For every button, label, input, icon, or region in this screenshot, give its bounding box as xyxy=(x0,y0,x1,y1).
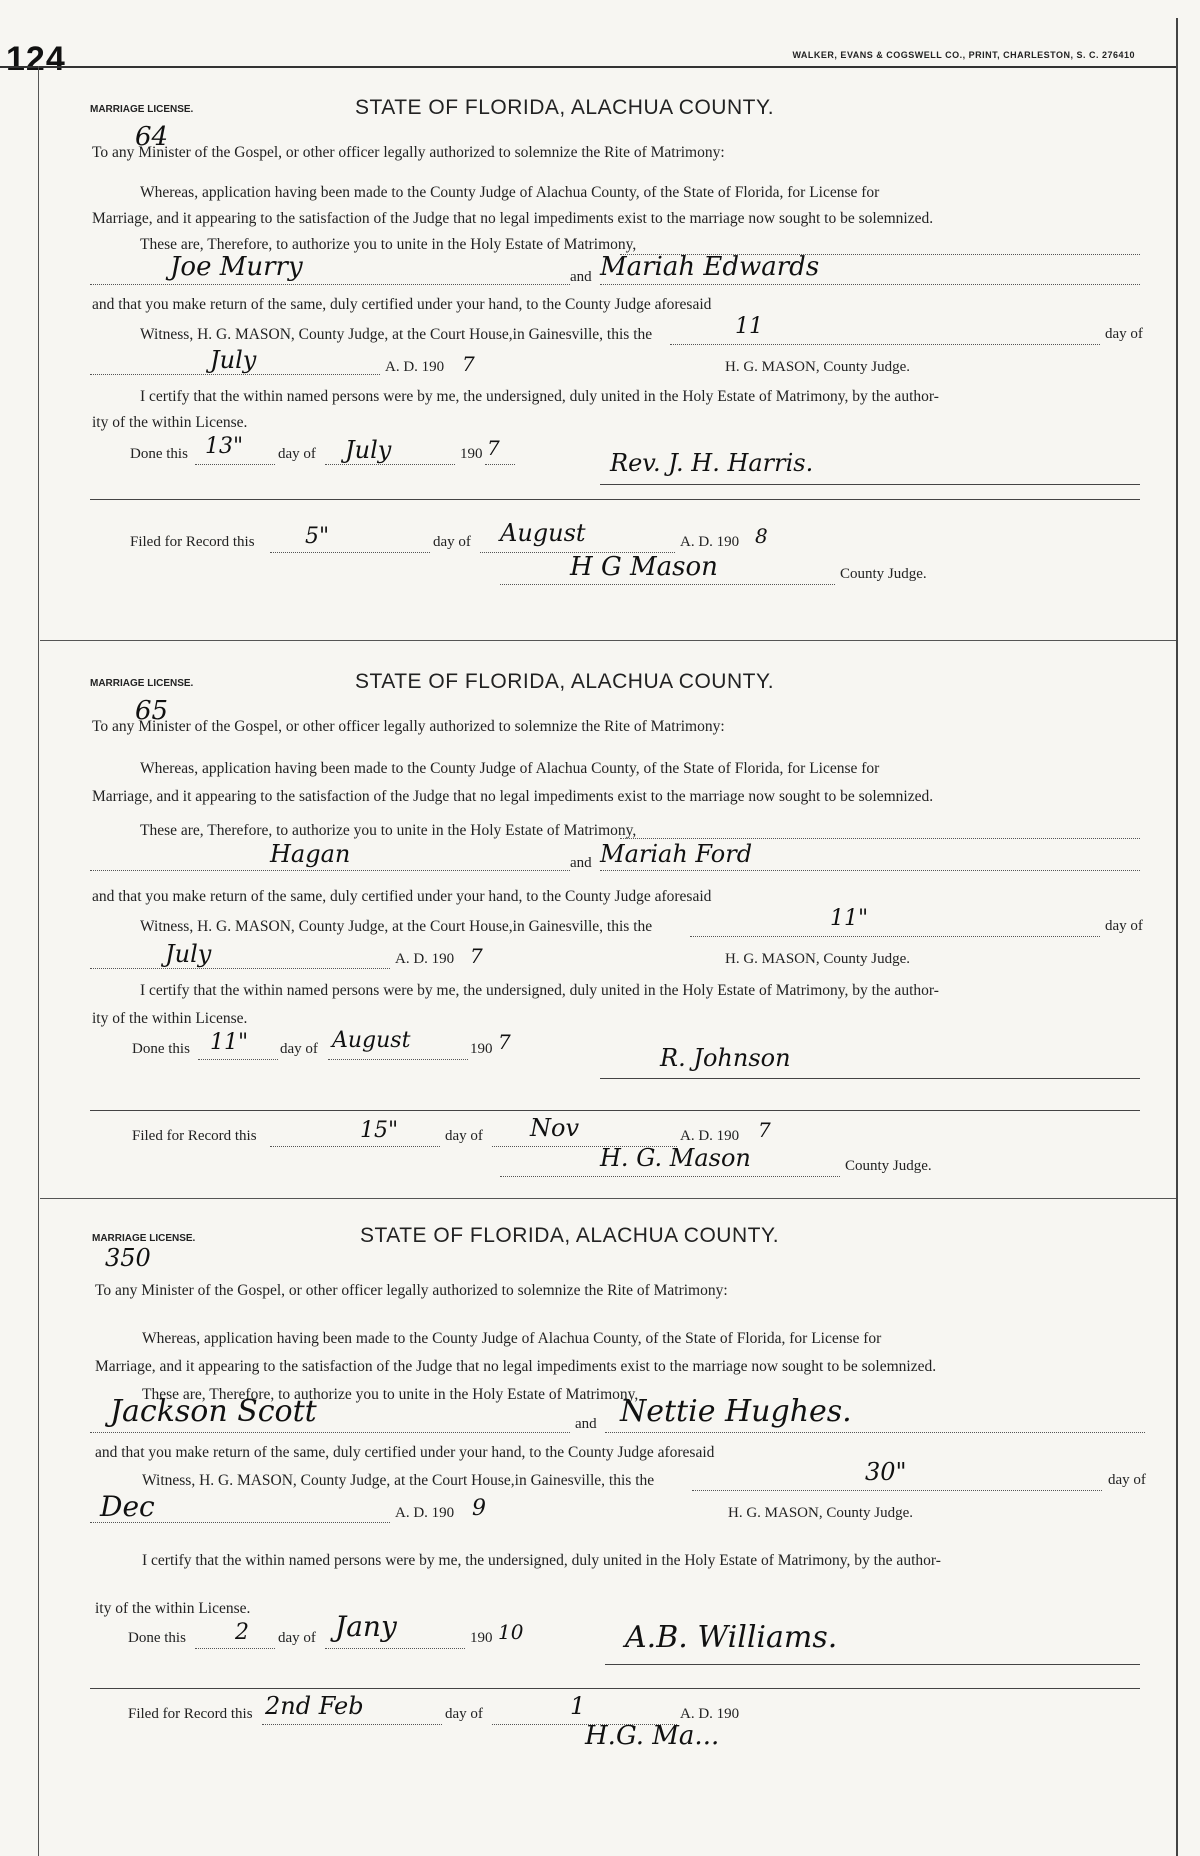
filed-year: 7 xyxy=(758,1118,771,1142)
filed-ad-label: A. D. 190 xyxy=(680,534,740,550)
witness-year: 9 xyxy=(472,1496,486,1521)
filed-signature: H G Mason xyxy=(570,552,718,582)
done-month: August xyxy=(332,1028,411,1053)
license-number: 64 xyxy=(135,122,169,152)
these-are-line: These are, Therefore, to authorize you to unite in the Holy Estate of Matrimony, xyxy=(142,1386,639,1403)
license-caption: MARRIAGE LICENSE. xyxy=(92,1233,196,1244)
address-line: To any Minister of the Gospel, or other officer legally authorized to solemnize the Rite of Matrimony: xyxy=(92,144,725,161)
done-month: Jany xyxy=(335,1610,397,1643)
printer-imprint: WALKER, EVANS & COGSWELL CO., PRINT, CHARLESTON, S. C. 276410 xyxy=(792,50,1135,60)
whereas-line-2: Marriage, and it appearing to the satisfaction of the Judge that no legal impediments exist to the marriage now sought to be solemnized. xyxy=(92,210,934,227)
and-label: and xyxy=(575,1416,597,1432)
license-record-3 xyxy=(40,1206,1176,1856)
filed-day: 5" xyxy=(305,524,330,549)
ad-label: A. D. 190 xyxy=(395,951,455,967)
filed-day-of-label: day of xyxy=(445,1128,483,1144)
witness-month: Dec xyxy=(100,1490,155,1523)
certify-line-2: ity of the within License. xyxy=(92,414,248,431)
bride-name: Mariah Ford xyxy=(600,840,753,868)
record-separator-1 xyxy=(40,640,1176,641)
done-day-of-label: day of xyxy=(278,446,316,462)
license-record-2 xyxy=(40,648,1176,1188)
filed-day-of-label: day of xyxy=(445,1706,483,1722)
filed-label: Filed for Record this xyxy=(130,534,255,550)
officiant-signature: R. Johnson xyxy=(660,1044,791,1072)
done-this-label: Done this xyxy=(132,1041,190,1057)
filed-day: 15" xyxy=(360,1118,399,1143)
day-of-label: day of xyxy=(1105,326,1143,342)
filed-day-of-label: day of xyxy=(433,534,471,550)
address-line: To any Minister of the Gospel, or other officer legally authorized to solemnize the Rite of Matrimony: xyxy=(92,718,725,735)
certify-line-1: I certify that the within named persons were by me, the undersigned, duly united in the Holy Estate of Matrimony, by the author- xyxy=(140,388,939,405)
done-year: 7 xyxy=(487,436,500,460)
license-heading: STATE OF FLORIDA, ALACHUA COUNTY. xyxy=(360,1224,780,1247)
witness-day: 11 xyxy=(735,314,763,339)
done-this-label: Done this xyxy=(130,446,188,462)
done-month: July xyxy=(345,436,392,464)
filed-ad-label: A. D. 190 xyxy=(680,1706,740,1722)
license-caption: MARRIAGE LICENSE. xyxy=(90,104,194,115)
done-year-prefix: 190 xyxy=(460,446,483,462)
license-heading: STATE OF FLORIDA, ALACHUA COUNTY. xyxy=(355,670,775,693)
and-label: and xyxy=(570,269,592,285)
these-are-line: These are, Therefore, to authorize you to unite in the Holy Estate of Matrimony, xyxy=(140,236,637,253)
judge-signature-line: H. G. MASON, County Judge. xyxy=(725,951,911,967)
groom-name: Joe Murry xyxy=(170,252,303,282)
officiant-signature: Rev. J. H. Harris. xyxy=(610,449,814,477)
witness-year: 7 xyxy=(462,352,475,376)
top-rule xyxy=(0,66,1176,68)
filed-day: 2nd Feb xyxy=(265,1692,364,1720)
witness-day: 30" xyxy=(865,1458,907,1486)
county-judge-label: County Judge. xyxy=(845,1158,932,1174)
page-number: 124 xyxy=(6,40,66,78)
ad-label: A. D. 190 xyxy=(385,359,445,375)
county-judge-label: County Judge. xyxy=(840,566,927,582)
filed-signature: H.G. Ma... xyxy=(585,1721,720,1751)
witness-line: Witness, H. G. MASON, County Judge, at the Court House,in Gainesville, this the xyxy=(142,1472,655,1489)
done-day-of-label: day of xyxy=(278,1630,316,1646)
witness-line: Witness, H. G. MASON, County Judge, at the Court House,in Gainesville, this the xyxy=(140,918,653,935)
bride-name: Mariah Edwards xyxy=(600,252,820,282)
ad-label: A. D. 190 xyxy=(395,1505,455,1521)
left-margin-rule xyxy=(38,66,39,1856)
witness-year: 7 xyxy=(470,944,483,968)
done-year: 10 xyxy=(498,1620,524,1644)
license-number: 350 xyxy=(105,1244,151,1272)
day-of-label: day of xyxy=(1108,1472,1146,1488)
certify-line-2: ity of the within License. xyxy=(92,1010,248,1027)
and-label: and xyxy=(570,855,592,871)
license-heading: STATE OF FLORIDA, ALACHUA COUNTY. xyxy=(355,96,775,119)
whereas-line-2: Marriage, and it appearing to the satisfaction of the Judge that no legal impediments exist to the marriage now sought to be solemnized. xyxy=(95,1358,937,1375)
groom-name: Hagan xyxy=(270,840,351,868)
certify-line-2: ity of the within License. xyxy=(95,1600,251,1617)
whereas-line-1: Whereas, application having been made to the County Judge of Alachua County, of the State of Florida, for License for xyxy=(142,1330,882,1347)
groom-name: Jackson Scott xyxy=(110,1394,317,1429)
done-this-label: Done this xyxy=(128,1630,186,1646)
filed-month: 1 xyxy=(570,1692,586,1720)
return-line: and that you make return of the same, duly certified under your hand, to the County Judge aforesaid xyxy=(92,888,712,905)
done-day: 13" xyxy=(205,434,244,459)
witness-line: Witness, H. G. MASON, County Judge, at the Court House,in Gainesville, this the xyxy=(140,326,653,343)
filed-ad-label: A. D. 190 xyxy=(680,1128,740,1144)
officiant-signature: A.B. Williams. xyxy=(625,1620,838,1655)
filed-signature: H. G. Mason xyxy=(600,1144,751,1172)
record-separator-2 xyxy=(40,1198,1176,1199)
done-day-of-label: day of xyxy=(280,1041,318,1057)
witness-day: 11" xyxy=(830,906,869,931)
these-are-line: These are, Therefore, to authorize you to unite in the Holy Estate of Matrimony, xyxy=(140,822,637,839)
judge-signature-line: H. G. MASON, County Judge. xyxy=(728,1505,914,1521)
witness-month: July xyxy=(210,346,257,374)
filed-label: Filed for Record this xyxy=(132,1128,257,1144)
done-day: 11" xyxy=(210,1030,249,1055)
right-margin-rule xyxy=(1176,18,1178,1856)
judge-signature-line: H. G. MASON, County Judge. xyxy=(725,359,911,375)
filed-year: 8 xyxy=(755,524,768,548)
done-year-prefix: 190 xyxy=(470,1041,493,1057)
whereas-line-1: Whereas, application having been made to the County Judge of Alachua County, of the State of Florida, for License for xyxy=(140,760,880,777)
done-year-prefix: 190 xyxy=(470,1630,493,1646)
filed-month: August xyxy=(500,519,586,547)
address-line: To any Minister of the Gospel, or other officer legally authorized to solemnize the Rite of Matrimony: xyxy=(95,1282,728,1299)
day-of-label: day of xyxy=(1105,918,1143,934)
bride-name: Nettie Hughes. xyxy=(620,1394,852,1429)
license-record-1 xyxy=(40,74,1176,614)
certify-line-1: I certify that the within named persons were by me, the undersigned, duly united in the Holy Estate of Matrimony, by the author- xyxy=(140,982,939,999)
return-line: and that you make return of the same, duly certified under your hand, to the County Judge aforesaid xyxy=(92,296,712,313)
whereas-line-2: Marriage, and it appearing to the satisfaction of the Judge that no legal impediments exist to the marriage now sought to be solemnized. xyxy=(92,788,934,805)
done-year: 7 xyxy=(498,1030,511,1054)
witness-month: July xyxy=(165,940,212,968)
whereas-line-1: Whereas, application having been made to the County Judge of Alachua County, of the State of Florida, for License for xyxy=(140,184,880,201)
return-line: and that you make return of the same, duly certified under your hand, to the County Judge aforesaid xyxy=(95,1444,715,1461)
filed-month: Nov xyxy=(530,1114,580,1142)
filed-label: Filed for Record this xyxy=(128,1706,253,1722)
license-number: 65 xyxy=(135,696,169,726)
done-day: 2 xyxy=(235,1620,249,1645)
license-caption: MARRIAGE LICENSE. xyxy=(90,678,194,689)
certify-line-1: I certify that the within named persons were by me, the undersigned, duly united in the Holy Estate of Matrimony, by the author- xyxy=(142,1552,941,1569)
